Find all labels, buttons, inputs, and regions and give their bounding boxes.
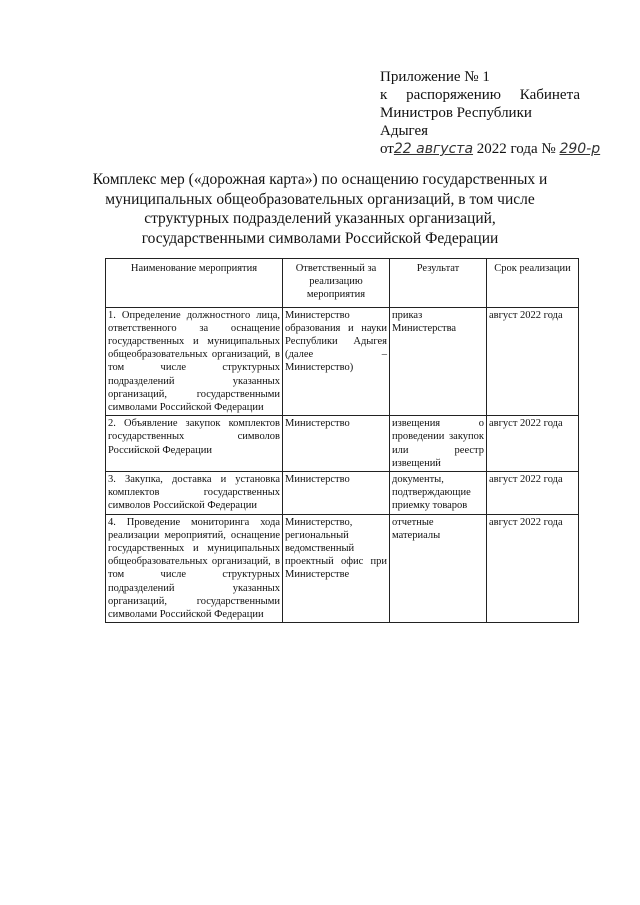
- table-row: [106, 416, 579, 472]
- header-term: Срок реализации: [487, 259, 579, 308]
- cell-responsible: Министерство, региональный ведомственный проектный офис при Министерстве: [283, 514, 390, 623]
- roadmap-table: [105, 258, 579, 623]
- annex-word-cabinet: Кабинета: [519, 87, 580, 103]
- cell-term: август 2022 года: [487, 416, 579, 472]
- cell-responsible: Министерство: [283, 416, 390, 472]
- header-event: Наименование мероприятия: [106, 259, 283, 308]
- cell-event: 2. Объявление закупок комплектов государственных символов Российской Федерации: [106, 416, 283, 472]
- header-responsible: Ответственный за реализацию мероприятия: [283, 259, 390, 308]
- cell-responsible: Министерство образования и науки Республики Адыгея (далее – Министерство): [283, 307, 390, 416]
- annex-date-handwritten: 22 августа: [393, 141, 474, 157]
- annex-date-line: [380, 140, 601, 158]
- table-row: [106, 307, 579, 416]
- annex-order-line: [380, 86, 580, 104]
- annex-header: [380, 68, 601, 158]
- cell-event: 3. Закупка, доставка и установка комплектов государственных символов Российской Федерации: [106, 472, 283, 515]
- header-result: Результат: [390, 259, 487, 308]
- annex-word-order: распоряжению: [406, 87, 501, 103]
- cell-result: приказ Министерства: [390, 307, 487, 416]
- annex-date-prefix: от: [380, 141, 394, 157]
- annex-title: Приложение № 1: [380, 69, 490, 85]
- cell-result: документы, подтверждающие приемку товаров: [390, 472, 487, 515]
- cell-term: август 2022 года: [487, 307, 579, 416]
- annex-number-handwritten: 290-р: [559, 141, 601, 157]
- annex-ministers: Министров Республики Адыгея: [380, 105, 532, 139]
- annex-date-middle: 2022 года №: [476, 141, 556, 157]
- cell-event: 1. Определение должностного лица, ответственного за оснащение государственных и муниципальных общеобразовательных организаций, в том числе структурных подразделений указанных организаций, государственными символами Российской Федерации: [106, 307, 283, 416]
- cell-term: август 2022 года: [487, 514, 579, 623]
- cell-event: 4. Проведение мониторинга хода реализации мероприятий, оснащение государственных и муниципальных общеобразовательных организаций, в том числе структурных подразделений указанных организаций, государственными символами Российской Федерации: [106, 514, 283, 623]
- annex-word-to: к: [380, 87, 388, 103]
- table-row: [106, 472, 579, 515]
- table-header-row: [106, 259, 579, 308]
- cell-responsible: Министерство: [283, 472, 390, 515]
- cell-term: август 2022 года: [487, 472, 579, 515]
- document-title: Комплекс мер («дорожная карта») по оснащению государственных и муниципальных общеобразовательных организаций, в том числе структурных подразделений указанных организаций, государственными символами Российской Федерации: [92, 171, 548, 247]
- cell-result: отчетные материалы: [390, 514, 487, 623]
- cell-result: извещения о проведении закупок или реестр извещений: [390, 416, 487, 472]
- table-row: [106, 514, 579, 623]
